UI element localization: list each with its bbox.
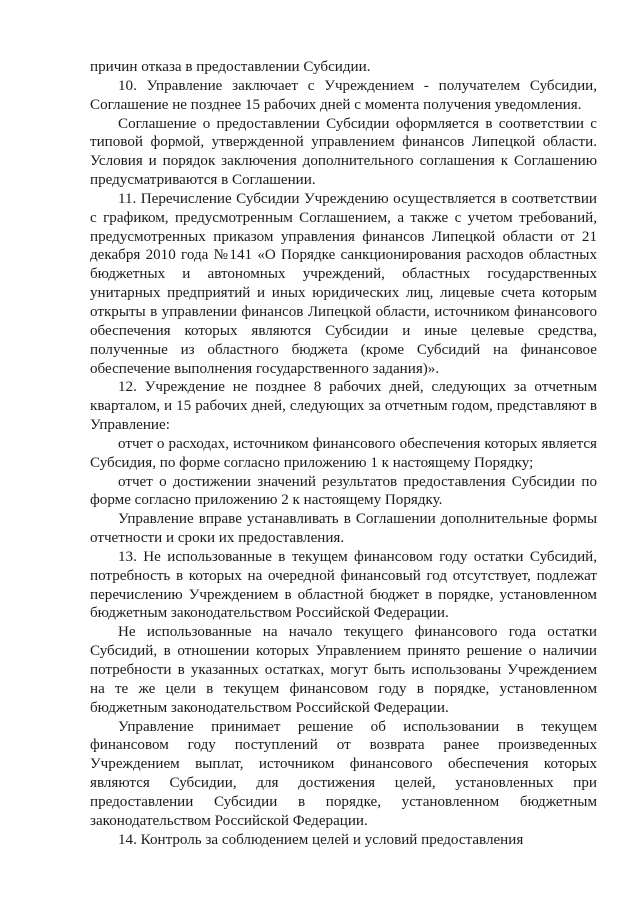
paragraph-unused-balances: Не использованные на начало текущего финансового года остатки Субсидий, в отношении которых Управлением принято решение о наличии потребности в указанных остатках, могут быть использованы Учреждением на те же цели в текущем финансовом году в порядке, установленном бюджетным законодательством Российской Федерации. [90,624,597,716]
paragraph-item-10: 10. Управление заключает с Учреждением - получателем Субсидии, Соглашение не позднее 15 рабочих дней с момента получения уведомления. [90,77,597,113]
paragraph-results-report: отчет о достижении значений результатов предоставления Субсидии по форме согласно приложению 2 к настоящему Порядку. [90,473,597,509]
paragraph-expense-report: отчет о расходах, источником финансового обеспечения которых является Субсидия, по форме согласно приложению 1 к настоящему Порядку; [90,435,597,471]
paragraph-agreement-form: Соглашение о предоставлении Субсидии оформляется в соответствии с типовой формой, утвержденной управлением финансов Липецкой области. Условия и порядок заключения дополнительного соглашения к Соглашению предусматриваются в Соглашении. [90,115,597,189]
paragraph-item-13: 13. Не использованные в текущем финансовом году остатки Субсидий, потребность в которых на очередной финансовый год отсутствует, подлежат перечислению Учреждением в областной бюджет в порядке, установленном бюджетным законодательством Российской Федерации. [90,548,597,622]
paragraph-refund-decision: Управление принимает решение об использовании в текущем финансовом году поступлений от возврата ранее произведенных Учреждением выплат, источником финансового обеспечения которых являются Субсидии, для достижения целей, установленных при предоставлении Субсидии в порядке, установленном бюджетным законодательством Российской Федерации. [90,718,597,829]
document-page [90,58,597,849]
paragraph-item-14: 14. Контроль за соблюдением целей и условий предоставления [118,831,524,848]
paragraph-item-11: 11. Перечисление Субсидии Учреждению осуществляется в соответствии с графиком, предусмотренным Соглашением, а также с учетом требований, предусмотренных приказом управления финансов Липецкой области от 21 декабря 2010 года №141 «О Порядке санкционирования расходов областных бюджетных и автономных учреждений, областных государственных унитарных предприятий и иных юридических лиц, лицевые счета которым открыты в управлении финансов Липецкой области, источником финансового обеспечения которых являются Субсидии и иные целевые средства, полученные из областного бюджета (кроме Субсидий на финансовое обеспечение выполнения государственного задания)». [90,190,597,377]
paragraph-item-12: 12. Учреждение не позднее 8 рабочих дней, следующих за отчетным кварталом, и 15 рабочих дней, следующих за отчетным годом, представляют в Управление: [90,379,597,434]
paragraph-additional-forms: Управление вправе устанавливать в Соглашении дополнительные формы отчетности и сроки их предоставления. [90,511,597,547]
paragraph-continuation: причин отказа в предоставлении Субсидии. [90,59,371,75]
